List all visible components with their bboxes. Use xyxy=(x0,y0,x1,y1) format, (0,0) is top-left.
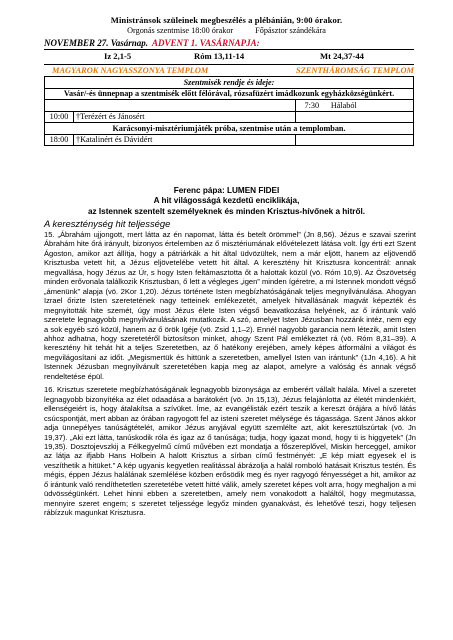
event-note: Karácsonyi-misztériumjáték próba, szentmise után a templomban. xyxy=(45,123,414,135)
paragraph-16: 16. Krisztus szeretete megbízhatóságának legnagyobb bizonysága az emberért vállalt halála. Mivel a szeretet legnagyobb bizonyítéka az élet odaadása a barátokért (vö. Jn 15,13), Jézus felajánlotta az életét mindenkiért, ellenségeiért is, hogy átalakítsa a szívüket. Íme, az evangélisták ezért teszik a kereszt órájára a hívő látás csúcspontját, mert abban az órában ragyogott fel az isteni szeretet mélysége és tágassága. Szent János akkor adja ünnepélyes tanúságtételét, amikor Jézus anyjával együtt szemlélte azt, akit keresztülszúrtak (vö. Jn 19,37). „Aki ezt látta, tanúskodik róla és igaz az ő tanúsága; tudja, hogy igazat mond, hogy ti is higgyetek” (Jn 19,35). Dosztojevszkij a Félkegyelmű című művében ezt mondatja a főszereplővel, Miskin herceggel, amikor az látja az ifjabb Hans Holbein A halott Krisztus a sírban című festményét: „E kép miatt egyesek el is veszíthetik a hitüket.” A kép ugyanis kegyetlen realitással ábrázolja a halál romboló hatásait Krisztus testén. És mégis, éppen Jézus halálának szemlélése közben erősödik meg és nyer ragyogó fényességet a hit, amikor az ő irántunk való rendíthetetlen szeretetébe vetett hitté válik, amely szeretet képes volt arra, hogy meghaljon a mi üdvösségünkért. Lehet hinni ebben a szeretetben, amely nem vonakodott a haláltól, hogy megmutassa, mennyire szeret engem; s szeretet teljessége legyőz minden gyanakvást, és lehetővé teszi, hogy teljesen rábízzuk magunkat Krisztusra. xyxy=(44,385,416,518)
sunday-date: NOVEMBER 27. Vasárnap. xyxy=(44,38,149,48)
mass-time: 18:00 xyxy=(45,134,74,146)
rosary-note: Vasár/-és ünnepnap a szentmisék előtt félórával, rózsafüzért imádkozunk egyházközségünkért. xyxy=(45,88,414,100)
reading-first: Iz 2,1-5 xyxy=(104,51,132,61)
paragraph-15: 15. „Ábrahám ujjongott, mert látta az én napomat, látta és betelt örömmel” (Jn 8,56). Jézus e szavai szerint Ábrahám hite őrá irányult, bizonyos értelemben az ő misztériumának elővételezett látása volt. Így érti ezt Szent Ágoston, amikor azt állítja, hogy a pátriárkák a hit által üdvözültek, nem a már eljött, hanem az eljövendő Krisztusba vetett hit, a Jézus eljövetelébe vetett hit által. A keresztény hit Krisztusra koncentrál: annak megvallása, hogy Jézus az Úr, s hogy Isten feltámasztotta őt a halottak közül (vö. Róm 10,9). Az Ószövetség minden erővonala találkozik Krisztusban, ő lett a végleges „igen” minden ígéretre, a mi Istennek mondott végső „ámenünk” alapja (vö. 2Kor 1,20). Jézus története Isten megbízhatóságának teljes megnyilvánulása. Ahogyan Izrael őrizte Isten szeretetének nagy tetteinek emlékezetét, amelyek hitvallásának magvát képezték és megnyitották hite szemét, úgy most Jézus élete Isten végső beavatkozása helyének, az ő irántunk való szeretete legnagyobb megnyilvánulásának mutatkozik. A szó, amelyet Isten Jézusban hozzánk intéz, nem egy a sok egyéb szó közül, hanem az ő örök Igéje (vö. Zsid 1,1–2). Ennél nagyobb garancia nem létezik, amit Isten ahhoz adhatna, hogy szeretetéről biztosítson minket, ahogy Szent Pál emlékeztet rá (vö. Róm 8,31–39). A keresztény hit tehát hit a teljes Szeretetben, az ő hatékony erejében, amely képes átformálni a világot és megvilágosítani az időt. „Megismertük és hittünk a szeretetben, amellyel Isten van irántunk” (1Jn 4,16). A hit Istennek Jézusban megnyilvánult szeretetében kapja meg az alapot, amelyre a valóság és annak végső rendeltetése épül. xyxy=(44,230,416,381)
encyclical-heading xyxy=(0,186,453,217)
encyclical-audience: az Istennek szentelt személyeknek és minden Krisztus-hívőnek a hitről. xyxy=(87,206,366,216)
encyclical-subtitle: A hit világosságá kezdetű enciklikája, xyxy=(153,196,300,206)
evening-mass-note: Orgonás szentmise 18:00 órakor xyxy=(127,26,234,35)
reading-gospel: Mt 24,37-44 xyxy=(320,51,364,61)
table-row xyxy=(45,111,414,123)
readings-row xyxy=(44,49,414,63)
church-right-name: SZENTHÁROMSÁG TEMPLOM xyxy=(296,66,414,75)
mass-intention: †Terézért és Jánosért xyxy=(74,111,296,123)
table-row xyxy=(45,134,414,146)
table-row xyxy=(45,77,414,89)
sunday-heading xyxy=(44,38,260,48)
table-row xyxy=(45,100,414,112)
mass-time: 7:30 xyxy=(295,100,328,112)
schedule-title: Szentmisék rendje és ideje: xyxy=(45,77,414,89)
section-title: A kereszténység hit teljessége xyxy=(44,218,171,229)
announcement-subline xyxy=(0,26,453,35)
mass-intention: †Katalinért és Dávidért xyxy=(74,134,296,146)
table-row xyxy=(45,123,414,135)
table-row xyxy=(45,88,414,100)
announcement-line: Ministránsok szüleinek megbeszélés a plébánián, 9:00 órakor. xyxy=(110,15,343,25)
reading-second: Róm 13,11-14 xyxy=(194,51,245,61)
encyclical-title: Ferenc pápa: LUMEN FIDEI xyxy=(173,186,280,195)
mass-time: 10:00 xyxy=(45,111,74,123)
church-left-name: MAGYAROK NAGYASSZONYA TEMPLOM xyxy=(52,66,209,75)
encyclical-text xyxy=(44,230,416,518)
intention-note: Főpásztor szándékára xyxy=(255,26,326,35)
mass-intention: Hálaból xyxy=(328,100,414,112)
sunday-name: ADVENT 1. VASÁRNAPJA: xyxy=(152,38,260,48)
mass-schedule-table xyxy=(44,76,414,146)
